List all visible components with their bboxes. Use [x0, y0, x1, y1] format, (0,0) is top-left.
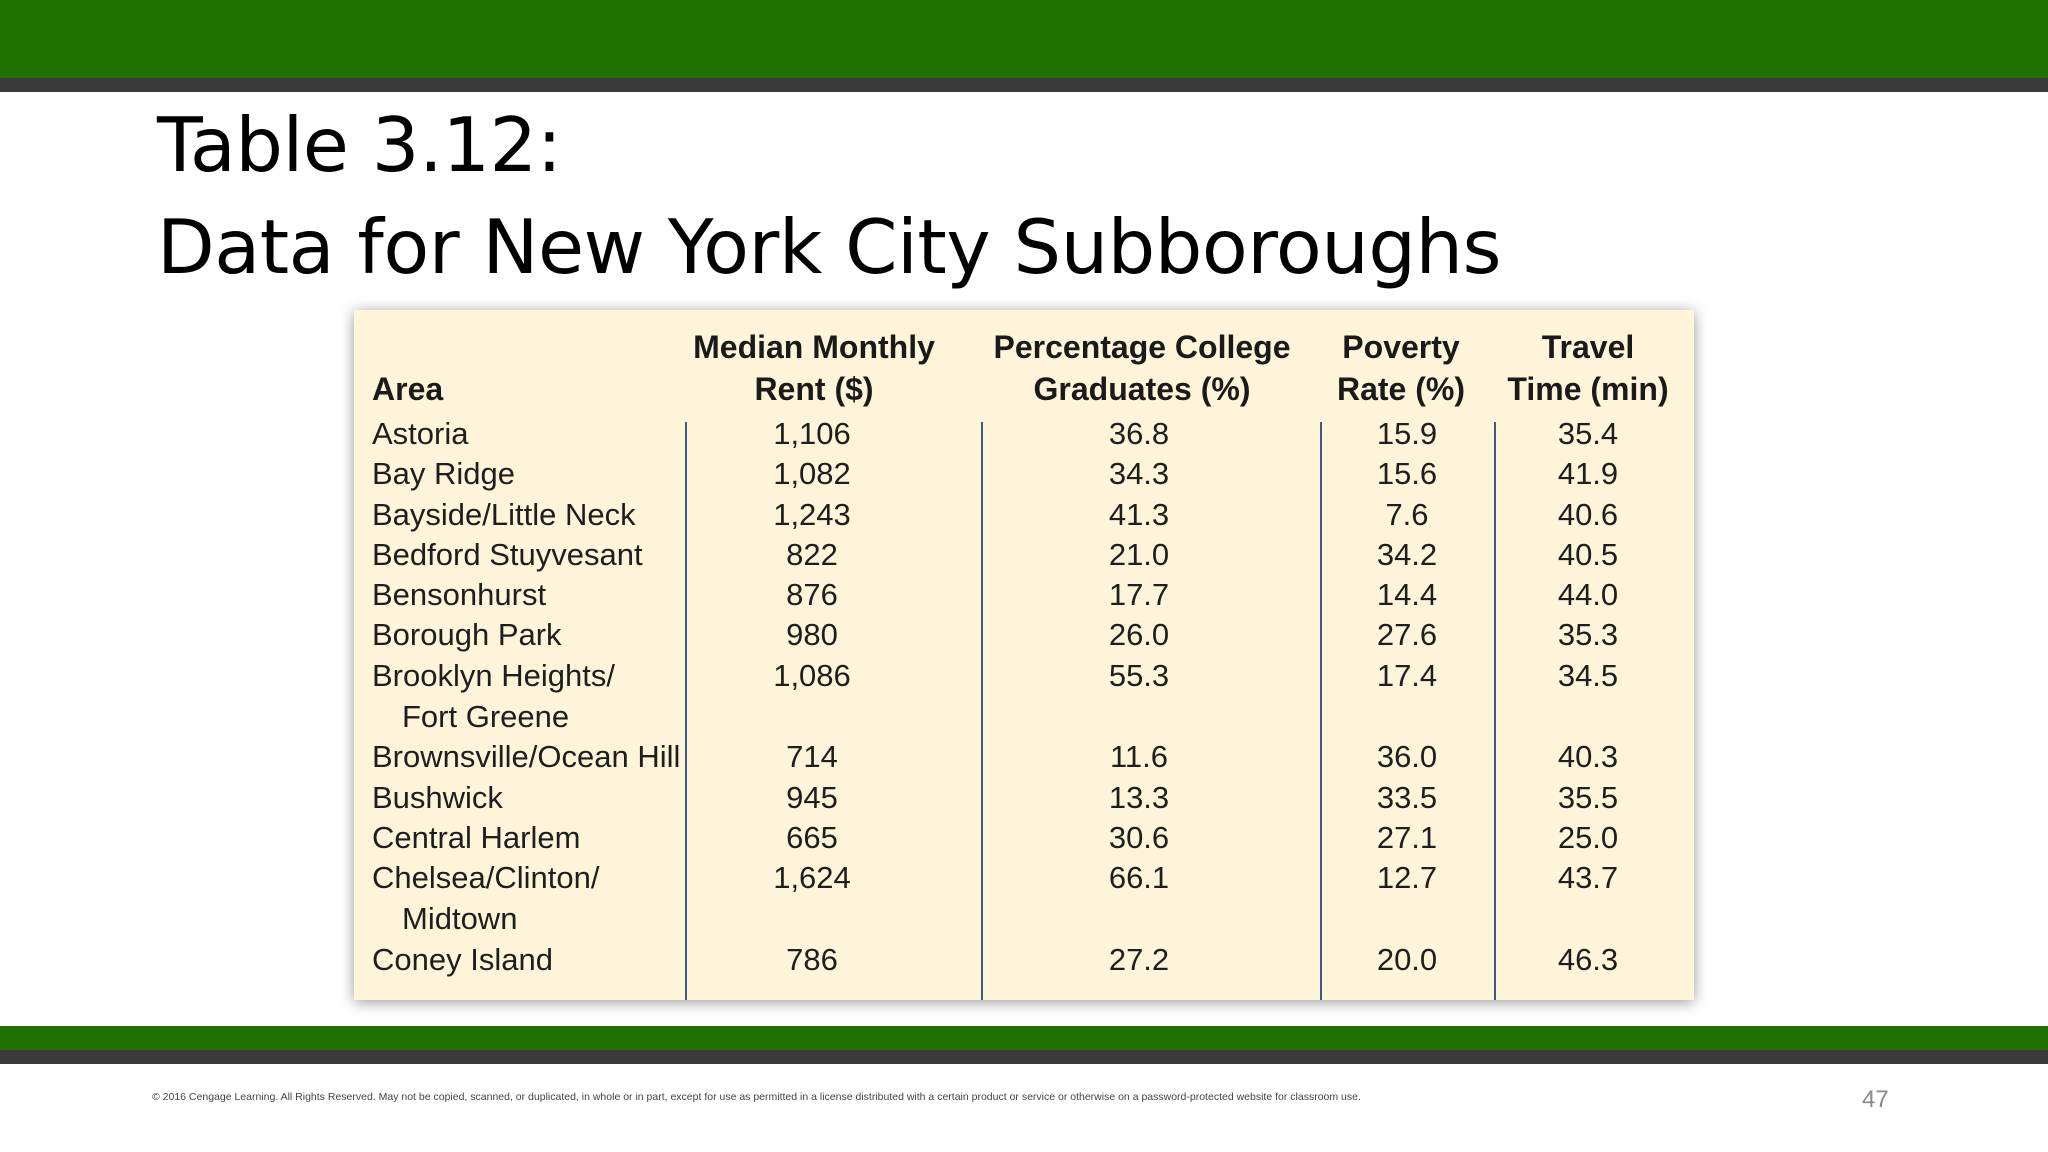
cell-area: Brownsville/Ocean Hill	[372, 739, 681, 775]
cell-travel: 44.0	[1557, 577, 1619, 613]
cell-travel: 40.6	[1557, 496, 1619, 532]
cell-rent: 786	[786, 941, 838, 977]
table-row	[354, 495, 1694, 535]
bottom-banner-stripe	[0, 1050, 2048, 1064]
table-row	[354, 737, 1694, 777]
cell-area: Coney Island	[372, 941, 553, 977]
cell-area: Astoria	[372, 416, 469, 451]
cell-rent: 1,086	[773, 657, 851, 693]
table-row	[354, 858, 1694, 940]
cell-rent: 1,243	[773, 496, 851, 532]
header-rent	[684, 316, 944, 410]
slide-title-line-1: Table 3.12:	[157, 101, 562, 189]
cell-area: Bay Ridge	[372, 456, 516, 492]
top-banner-stripe	[0, 78, 2048, 92]
cell-college: 66.1	[1108, 860, 1170, 896]
header-area	[372, 316, 652, 410]
header-travel-line-2: Time (min)	[1507, 371, 1669, 407]
cell-travel: 35.4	[1557, 416, 1619, 451]
cell-travel: 35.3	[1557, 617, 1619, 653]
cell-rent: 714	[786, 739, 838, 775]
header-travel-line-1: Travel	[1541, 329, 1635, 365]
header-poverty	[1316, 316, 1486, 410]
table-row	[354, 615, 1694, 655]
header-poverty-line-2: Rate (%)	[1336, 371, 1465, 407]
data-table	[354, 310, 1694, 1000]
cell-travel: 40.5	[1557, 536, 1619, 572]
cell-rent: 945	[786, 779, 838, 815]
header-college-line-1: Percentage College	[993, 329, 1291, 365]
cell-travel: 41.9	[1557, 456, 1619, 492]
cell-area: Bushwick	[372, 779, 503, 815]
cell-poverty: 12.7	[1376, 860, 1438, 896]
cell-poverty: 14.4	[1376, 577, 1438, 613]
cell-poverty: 20.0	[1376, 941, 1438, 977]
header-travel	[1494, 316, 1682, 410]
header-poverty-line-1: Poverty	[1342, 329, 1460, 365]
cell-rent: 822	[786, 536, 838, 572]
cell-college: 11.6	[1109, 739, 1169, 775]
cell-college: 21.0	[1108, 536, 1170, 572]
cell-area: Central Harlem	[372, 819, 581, 855]
table-row	[354, 454, 1694, 494]
cell-college: 30.6	[1108, 819, 1170, 855]
header-area-label: Area	[372, 371, 444, 407]
cell-area: Bensonhurst	[372, 577, 547, 613]
cell-travel: 34.5	[1557, 657, 1619, 693]
cell-area: Borough Park	[372, 617, 562, 653]
cell-area-continued: Fort Greene	[402, 698, 570, 734]
bottom-banner-green	[0, 1026, 2048, 1050]
cell-poverty: 27.6	[1376, 617, 1438, 653]
header-college-line-2: Graduates (%)	[1033, 371, 1251, 407]
cell-area: Brooklyn Heights/	[372, 657, 615, 693]
cell-poverty: 7.6	[1385, 496, 1429, 532]
cell-rent: 980	[786, 617, 838, 653]
cell-travel: 43.7	[1557, 860, 1619, 896]
page-number: 47	[1862, 1086, 1889, 1113]
table-row	[354, 575, 1694, 615]
table-row	[354, 656, 1694, 738]
cell-college: 26.0	[1108, 617, 1170, 653]
table-row	[354, 535, 1694, 575]
cell-poverty: 17.4	[1376, 657, 1438, 693]
cell-travel: 40.3	[1557, 739, 1619, 775]
cell-rent: 1,624	[773, 860, 851, 896]
cell-poverty: 33.5	[1376, 779, 1438, 815]
cell-rent: 665	[786, 819, 838, 855]
cell-college: 55.3	[1108, 657, 1170, 693]
cell-area: Bayside/Little Neck	[372, 496, 636, 532]
cell-rent: 1,106	[773, 416, 851, 451]
slide-title-line-2: Data for New York City Subboroughs	[157, 203, 1502, 291]
cell-college: 41.3	[1108, 496, 1170, 532]
slide-title	[157, 94, 1501, 298]
cell-travel: 35.5	[1557, 779, 1619, 815]
cell-poverty: 36.0	[1376, 739, 1438, 775]
header-college	[976, 316, 1308, 410]
cell-rent: 1,082	[773, 456, 851, 492]
cell-college: 27.2	[1108, 941, 1170, 977]
copyright-notice: © 2016 Cengage Learning. All Rights Reserved. May not be copied, scanned, or duplicated, in whole or in part, except for use as permitted in a license distributed with a certain product or service or otherwise on a password-protected website for classroom use.	[152, 1091, 1361, 1103]
cell-college: 13.3	[1108, 779, 1170, 815]
cell-area: Chelsea/Clinton/	[372, 860, 600, 896]
cell-poverty: 15.6	[1376, 456, 1438, 492]
header-rent-line-1: Median Monthly	[693, 329, 935, 365]
cell-poverty: 34.2	[1376, 536, 1438, 572]
cell-travel: 25.0	[1557, 819, 1619, 855]
top-banner-green	[0, 0, 2048, 78]
cell-travel: 46.3	[1557, 941, 1619, 977]
table-row	[354, 818, 1694, 858]
table-row	[354, 778, 1694, 818]
cell-college: 17.7	[1108, 577, 1170, 613]
table-row	[354, 940, 1694, 980]
table-body	[354, 414, 1694, 980]
cell-area-continued: Midtown	[402, 901, 518, 937]
cell-poverty: 27.1	[1376, 819, 1438, 855]
cell-college: 36.8	[1108, 416, 1170, 451]
cell-poverty: 15.9	[1376, 416, 1438, 451]
table-row	[354, 414, 1694, 454]
cell-rent: 876	[786, 577, 838, 613]
cell-college: 34.3	[1108, 456, 1170, 492]
header-rent-line-2: Rent ($)	[754, 371, 874, 407]
cell-area: Bedford Stuyvesant	[372, 536, 643, 572]
